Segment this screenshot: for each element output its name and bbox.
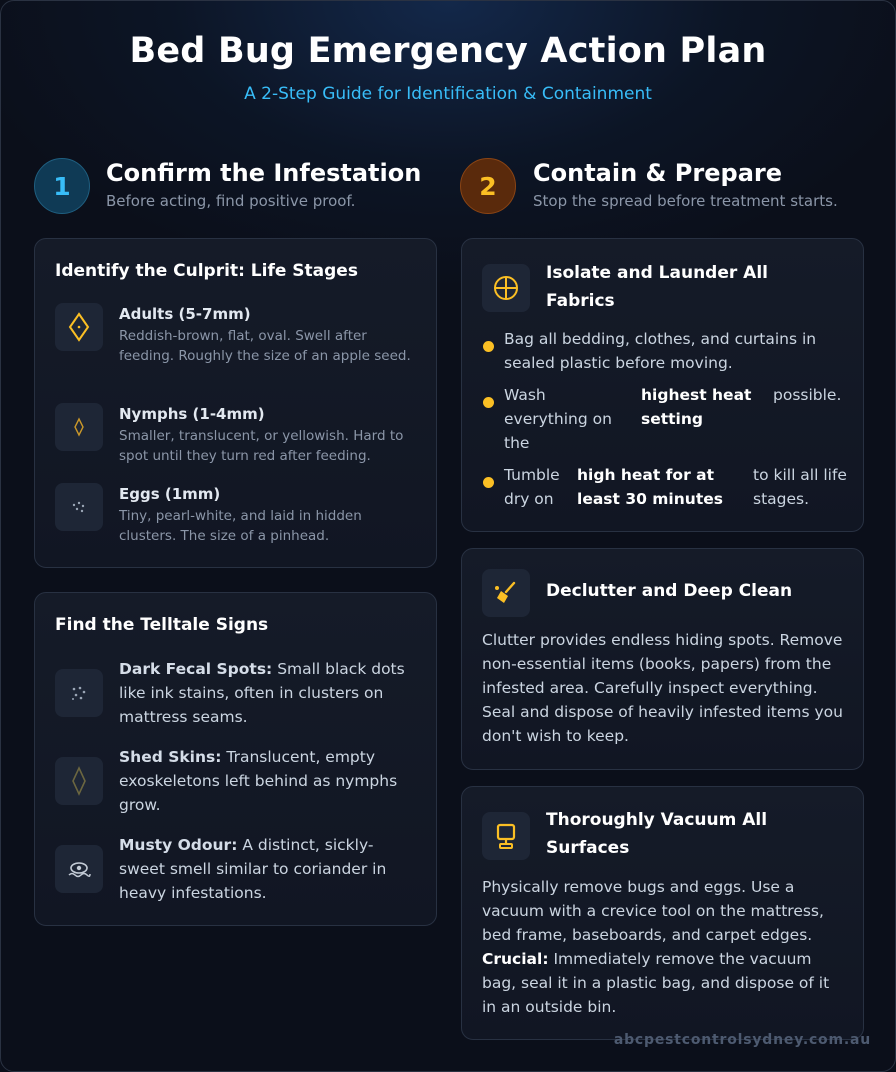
musty-odour-desc: A distinct, sickly-sweet smell similar to coriander in heavy infestations. bbox=[119, 836, 387, 902]
adults-title: Adults (5-7mm) bbox=[119, 305, 251, 323]
step-2-badge: 2 bbox=[460, 158, 516, 214]
vacuum-body: Physically remove bugs and eggs. Use a vacuum with a crevice tool on the mattress, bed frame, baseboards, and carpet edges. bbox=[482, 878, 824, 944]
life-stages-card bbox=[34, 238, 437, 568]
broom-icon bbox=[482, 569, 530, 617]
eggs-icon bbox=[55, 483, 103, 531]
shed-skins-title: Shed Skins: bbox=[119, 748, 222, 766]
declutter-body: Clutter provides endless hiding spots. Remove non-essential items (books, papers) from the infested area. Carefully inspect everything. Seal and dispose of heavily infested items you don't wish to keep. bbox=[482, 631, 843, 745]
isolate-bullet-3-bold-text: high heat for at least 30 minutes bbox=[577, 466, 723, 508]
isolate-bullet-2-bold bbox=[641, 383, 761, 431]
bullet-dot bbox=[483, 477, 494, 488]
eggs-title: Eggs (1mm) bbox=[119, 485, 221, 503]
vacuum-card bbox=[461, 786, 864, 1040]
footer-site: abcpestcontrolsydney.com.au bbox=[613, 1032, 871, 1048]
shed-skins-desc: Translucent, empty exoskeletons left behind as nymphs grow. bbox=[119, 748, 398, 814]
musty-odour-item bbox=[119, 833, 419, 905]
isolate-bullet-2-bold-text: highest heat setting bbox=[641, 386, 752, 428]
isolate-launder-card bbox=[461, 238, 864, 532]
odour-icon bbox=[55, 845, 103, 893]
isolate-bullet-1: Bag all bedding, clothes, and curtains in sealed plastic before moving. bbox=[504, 330, 817, 372]
vacuum-heading: Thoroughly Vacuum All Surfaces bbox=[546, 810, 768, 858]
bullet-dot bbox=[483, 341, 494, 352]
isolate-bullet-3-post: to kill all life stages. bbox=[753, 466, 847, 508]
telltale-signs-card bbox=[34, 592, 437, 926]
adult-bug-icon bbox=[55, 303, 103, 351]
page-title: Bed Bug Emergency Action Plan bbox=[129, 31, 767, 71]
declutter-card bbox=[461, 548, 864, 770]
fecal-spots-title: Dark Fecal Spots: bbox=[119, 660, 273, 678]
isolate-bullet-2-pre: Wash everything on the bbox=[504, 386, 612, 452]
crosshair-icon bbox=[482, 264, 530, 312]
nymphs-title: Nymphs (1-4mm) bbox=[119, 405, 265, 423]
isolate-bullet-3-pre: Tumble dry on bbox=[504, 466, 560, 508]
isolate-bullet-3-bold bbox=[577, 463, 737, 511]
nymphs-desc: Smaller, translucent, or yellowish. Hard to spot until they turn red after feeding. bbox=[119, 428, 404, 464]
signs-heading: Find the Telltale Signs bbox=[55, 615, 269, 635]
step-1-badge: 1 bbox=[34, 158, 90, 214]
fecal-spots-icon bbox=[55, 669, 103, 717]
life-stages-heading: Identify the Culprit: Life Stages bbox=[55, 261, 358, 281]
step-1-subtitle: Before acting, find positive proof. bbox=[106, 192, 356, 210]
shed-skins-item bbox=[119, 745, 419, 817]
isolate-bullet-2-post: possible. bbox=[773, 386, 842, 404]
musty-odour-title: Musty Odour: bbox=[119, 836, 238, 854]
declutter-heading: Declutter and Deep Clean bbox=[546, 581, 793, 601]
step-1-title: Confirm the Infestation bbox=[106, 159, 422, 187]
eggs-desc: Tiny, pearl-white, and laid in hidden clusters. The size of a pinhead. bbox=[119, 508, 362, 544]
vacuum-crucial-label: Crucial: bbox=[482, 950, 549, 968]
adults-desc: Reddish-brown, flat, oval. Swell after feeding. Roughly the size of an apple seed. bbox=[119, 328, 411, 364]
step-2-subtitle: Stop the spread before treatment starts. bbox=[533, 192, 838, 210]
page-subtitle: A 2-Step Guide for Identification & Containment bbox=[244, 84, 652, 104]
vacuum-crucial-text: Immediately remove the vacuum bag, seal it in a plastic bag, and dispose of it in an outside bin. bbox=[482, 950, 830, 1016]
fecal-spots-item bbox=[119, 657, 419, 729]
fecal-spots-desc: Small black dots like ink stains, often in clusters on mattress seams. bbox=[119, 660, 405, 726]
vacuum-body-block bbox=[482, 875, 847, 1019]
bullet-dot bbox=[483, 397, 494, 408]
step-2-title: Contain & Prepare bbox=[533, 159, 782, 187]
nymph-icon bbox=[55, 403, 103, 451]
vacuum-icon bbox=[482, 812, 530, 860]
isolate-heading: Isolate and Launder All Fabrics bbox=[546, 263, 768, 311]
shed-skin-icon bbox=[55, 757, 103, 805]
